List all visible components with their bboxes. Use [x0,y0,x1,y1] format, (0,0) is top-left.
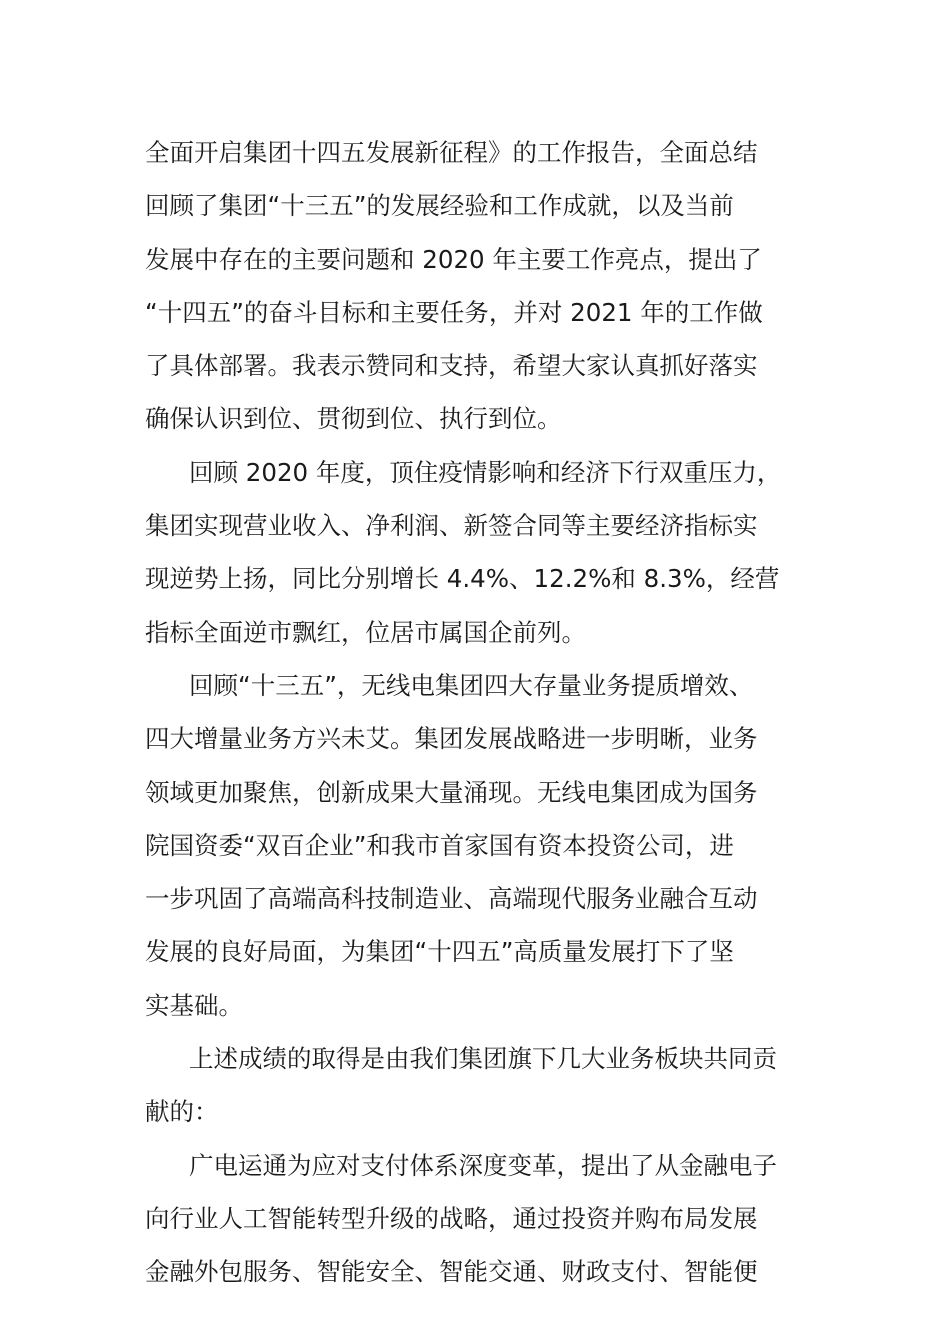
text-line: 上述成绩的取得是由我们集团旗下几大业务板块共同贡 [189,1044,777,1074]
text-line: 院国资委“双百企业”和我市首家国有资本投资公司，进 [145,830,734,860]
text-line: 发展的良好局面，为集团“十四五”高质量发展打下了坚 [145,937,734,967]
paragraph-2020-review [145,446,807,659]
text-line: 领域更加聚焦，创新成果大量涌现。无线电集团成为国务 [145,777,758,807]
paragraph-13th-five-year-review [145,659,807,1032]
text-line: 集团实现营业收入、净利润、新签合同等主要经济指标实 [145,511,758,541]
paragraph-grg-banking [145,1139,807,1299]
text-line: 现逆势上扬，同比分别增长 4.4%、12.2%和 8.3%，经营 [145,564,780,594]
text-line: 四大增量业务方兴未艾。集团发展战略进一步明晰，业务 [145,724,758,754]
text-line: 广电运通为应对支付体系深度变革，提出了从金融电子 [189,1150,777,1180]
text-line: 确保认识到位、贯彻到位、执行到位。 [145,404,562,434]
text-line: 一步巩固了高端高科技制造业、高端现代服务业融合互动 [145,884,758,914]
text-line: 指标全面逆市飘红，位居市属国企前列。 [145,617,586,647]
text-line: 发展中存在的主要问题和 2020 年主要工作亮点，提出了 [145,244,762,274]
paragraph-work-report [145,126,807,446]
text-line: 向行业人工智能转型升级的战略，通过投资并购布局发展 [145,1203,758,1233]
text-line: 金融外包服务、智能安全、智能交通、财政支付、智能便 [145,1257,758,1287]
text-line: 全面开启集团十四五发展新征程》的工作报告，全面总结 [145,138,758,167]
text-line: 了具体部署。我表示赞同和支持，希望大家认真抓好落实 [145,351,758,381]
text-line: 回顾“十三五”，无线电集团四大存量业务提质增效、 [189,670,754,700]
text-line: 实基础。 [145,990,243,1020]
document-body [145,126,807,1299]
text-line: 献的： [145,1097,219,1127]
text-line: 回顾 2020 年度，顶住疫情影响和经济下行双重压力， [189,457,782,487]
paragraph-contributions [145,1032,807,1139]
text-line: 回顾了集团“十三五”的发展经验和工作成就，以及当前 [145,191,734,221]
text-line: “十四五”的奋斗目标和主要任务，并对 2021 年的工作做 [145,297,763,327]
